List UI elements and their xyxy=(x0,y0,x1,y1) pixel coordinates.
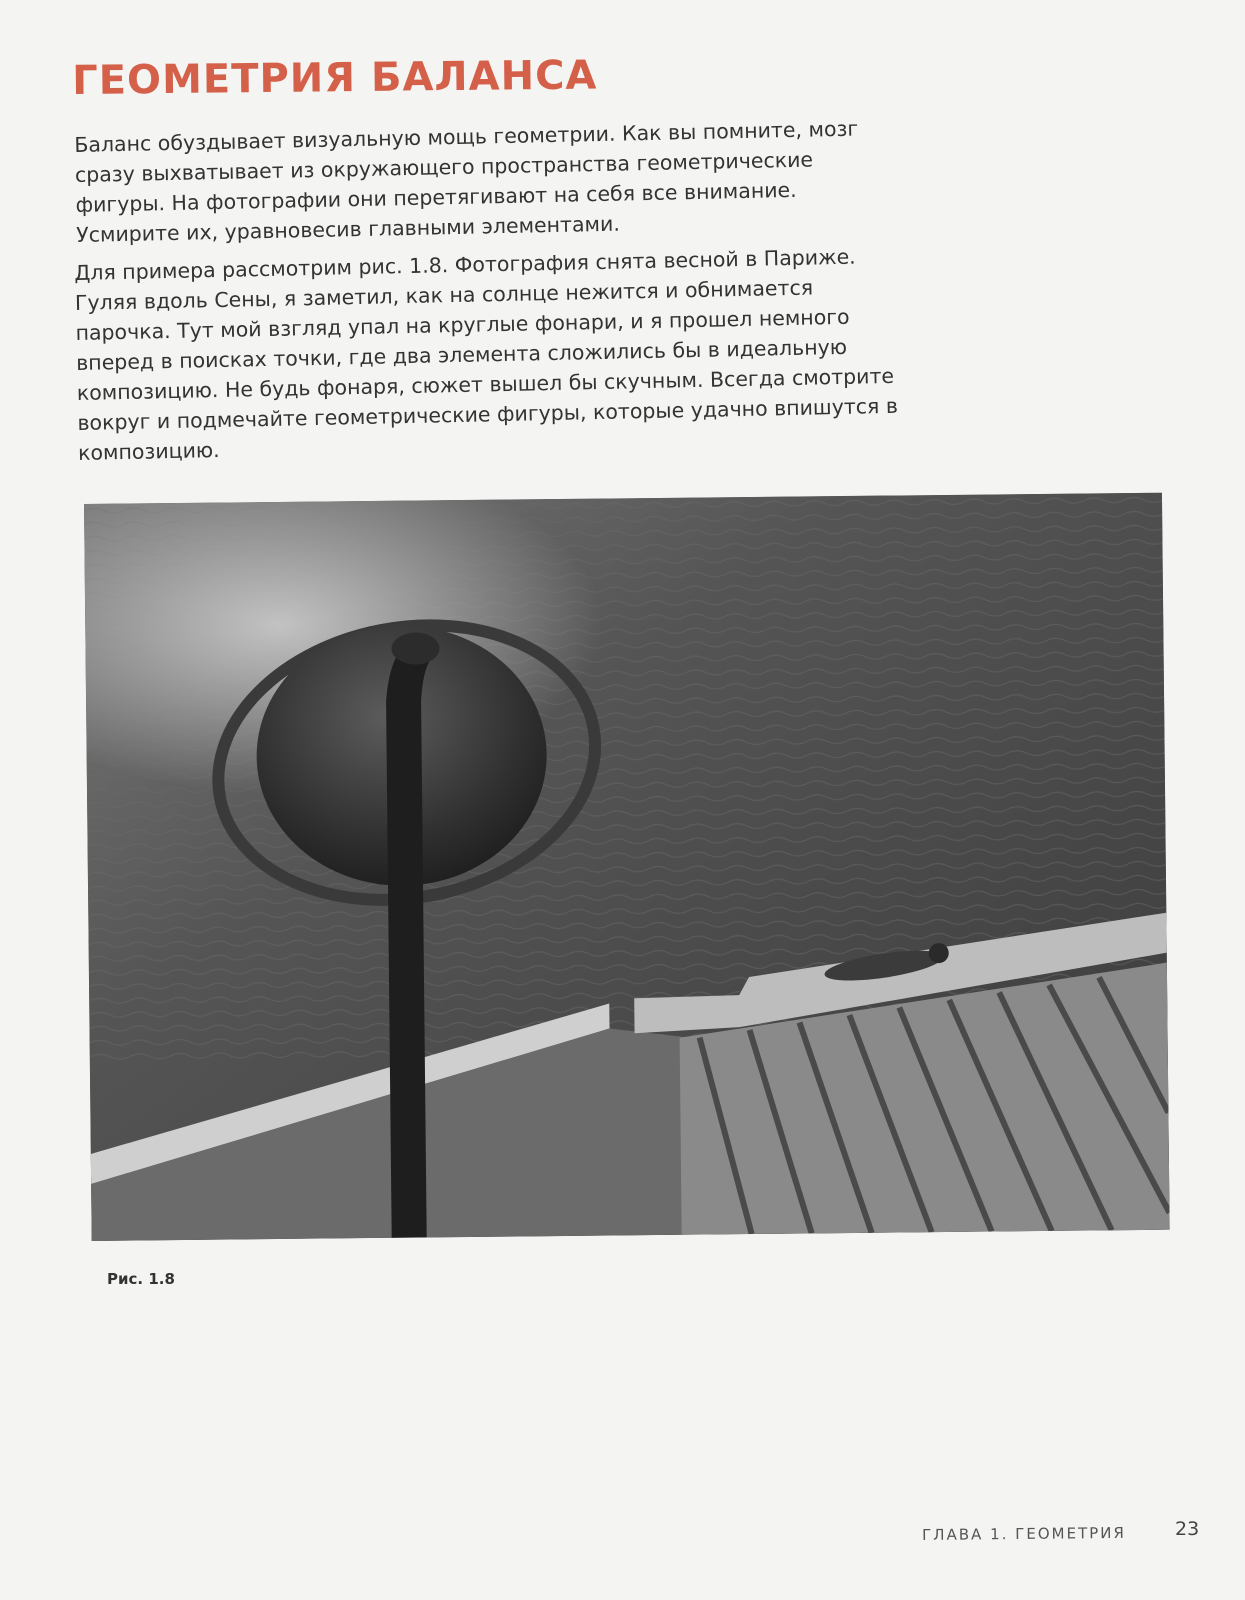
running-head: ГЛАВА 1. ГЕОМЕТРИЯ xyxy=(922,1523,1126,1544)
page-number: 23 xyxy=(1175,1518,1200,1540)
figure-photo xyxy=(84,493,1170,1241)
lamp-photo-illustration xyxy=(84,493,1170,1241)
figure-caption: Рис. 1.8 xyxy=(107,1270,175,1288)
paragraph-2: Для примера рассмотрим рис. 1.8. Фотография снята весной в Париже. Гуляя вдоль Сены, я заметил, как на солнце нежится и обнимается парочка. Тут мой взгляд упал на круглые фонари, и я прошел немного вперед в поисках точки, где два элемента сложились бы в идеальную композицию. Не будь фонаря, сюжет вышел бы скучным. Всегда смотрите вокруг и подмечайте геометрические фигуры, которые удачно впишутся в композицию. xyxy=(74,244,899,465)
section-heading: ГЕОМЕТРИЯ БАЛАНСА xyxy=(72,52,598,104)
paragraph-1: Баланс обуздывает визуальную мощь геометрии. Как вы помните, мозг сразу выхватывает из окружающего пространства геометрические фигуры. На фотографии они перетягивают на себя все внимание. Усмирите их, уравновесив главными элементами. xyxy=(74,116,859,247)
